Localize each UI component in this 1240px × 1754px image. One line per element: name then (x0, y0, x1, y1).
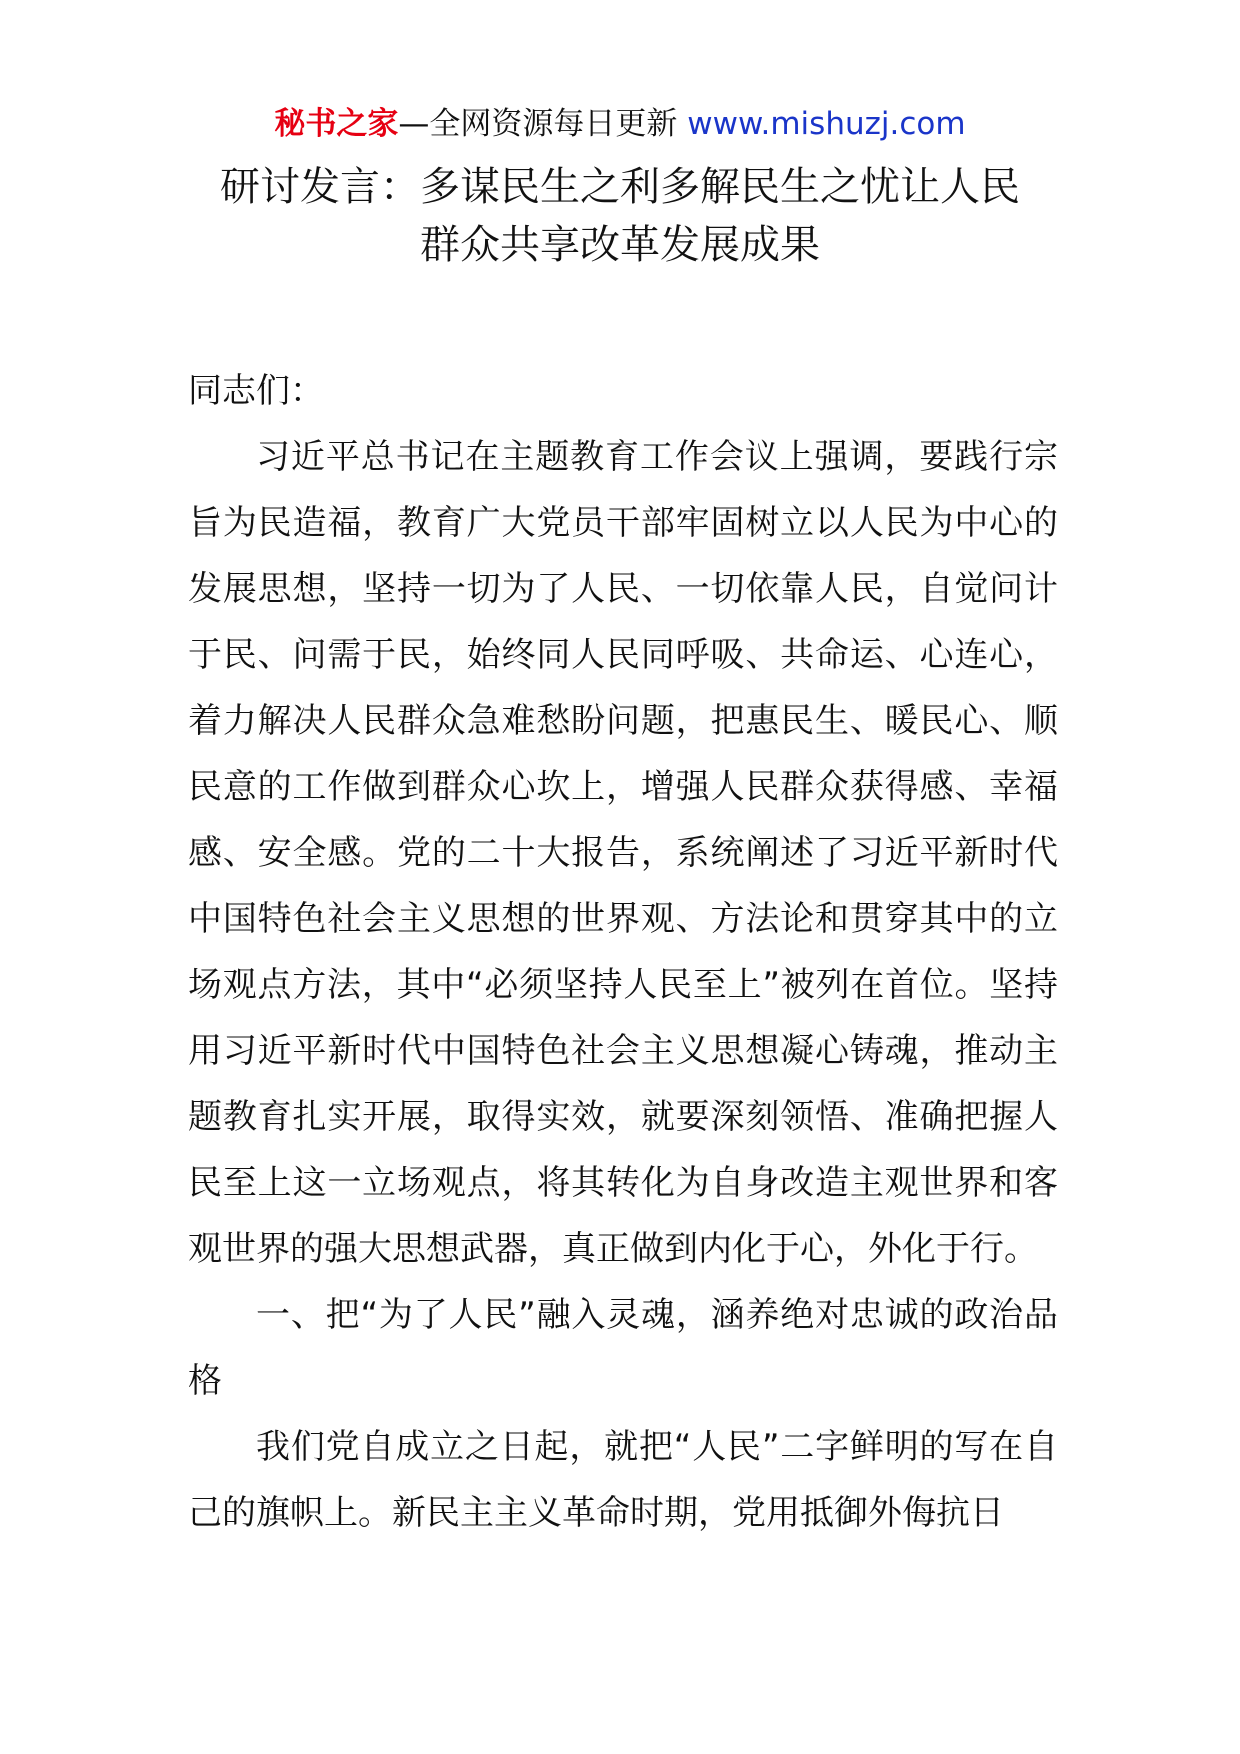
title-line-2: 群众共享改革发展成果 (420, 222, 820, 268)
document-title (150, 158, 1090, 274)
brand-name: 秘书之家 (274, 106, 399, 142)
site-url-link[interactable]: www.mishuzj.com (687, 106, 966, 142)
document-body (188, 358, 1058, 1546)
header-tagline: —全网资源每日更新 (398, 106, 688, 142)
title-line-1: 研讨发言：多谋民生之利多解民生之忧让人民 (220, 164, 1020, 210)
body-paragraph-2: 我们党自成立之日起，就把“人民”二字鲜明的写在自己的旗帜上。新民主主义革命时期，党用抵御外侮抗日 (188, 1427, 1058, 1533)
section-heading-1: 一、把“为了人民”融入灵魂，涵养绝对忠诚的政治品格 (188, 1295, 1058, 1401)
site-header (0, 100, 1240, 148)
body-paragraph-1: 习近平总书记在主题教育工作会议上强调，要践行宗旨为民造福，教育广大党员干部牢固树立以人民为中心的发展思想，坚持一切为了人民、一切依靠人民，自觉问计于民、问需于民，始终同人民同呼吸、共命运、心连心，着力解决人民群众急难愁盼问题，把惠民生、暖民心、顺民意的工作做到群众心坎上，增强人民群众获得感、幸福感、安全感。党的二十大报告，系统阐述了习近平新时代中国特色社会主义思想的世界观、方法论和贯穿其中的立场观点方法，其中“必须坚持人民至上”被列在首位。坚持用习近平新时代中国特色社会主义思想凝心铸魂，推动主题教育扎实开展，取得实效，就要深刻领悟、准确把握人民至上这一立场观点，将其转化为自身改造主观世界和客观世界的强大思想武器，真正做到内化于心，外化于行。 (188, 437, 1058, 1269)
salutation: 同志们： (188, 371, 324, 411)
